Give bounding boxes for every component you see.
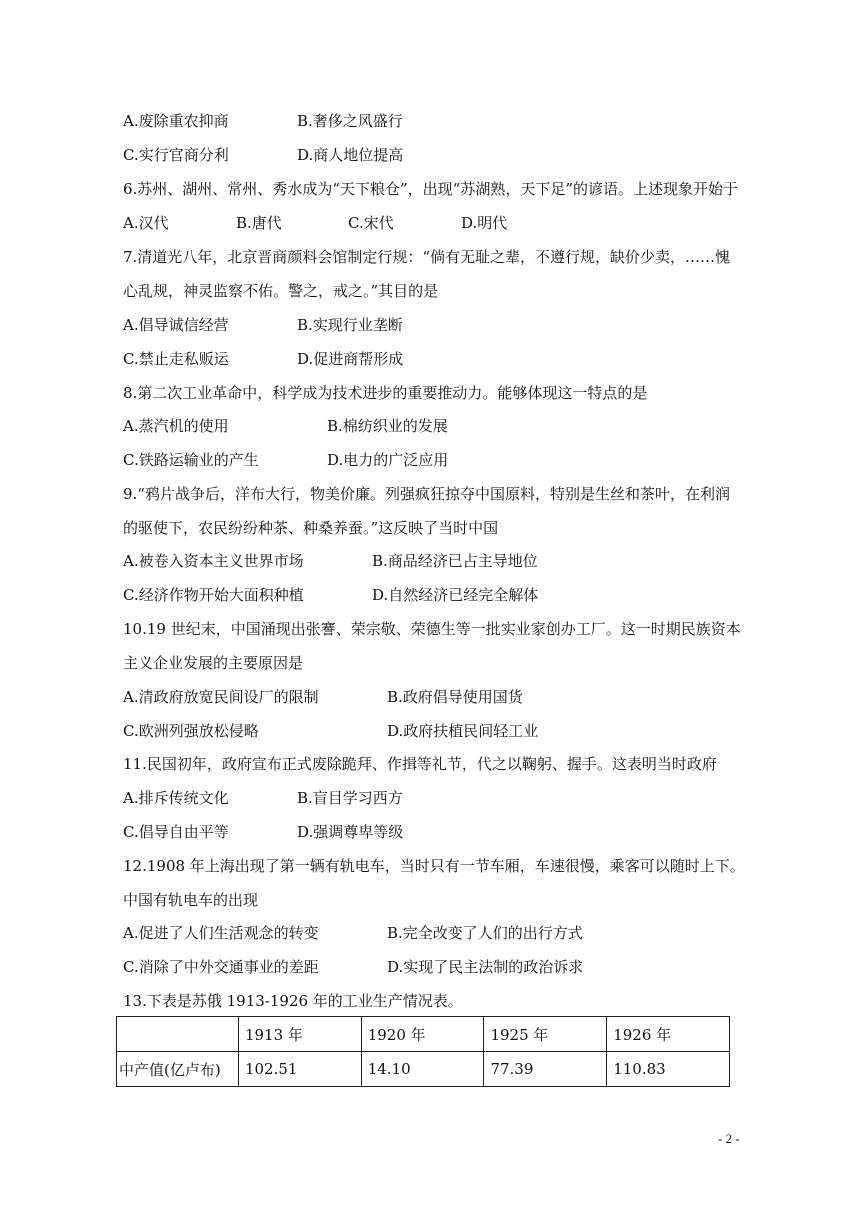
q7-option-b: B.实现行业垄断 [297, 316, 403, 334]
q9-option-d: D.自然经济已经完全解体 [372, 586, 539, 604]
q6-option-b: B.唐代 [236, 214, 282, 232]
page-number: - 2 - [718, 1131, 740, 1146]
production-table [116, 1016, 730, 1087]
q8-option-c: C.铁路运输业的产生 [123, 451, 259, 469]
q9-option-a: A.被卷入资本主义世界市场 [123, 552, 304, 570]
q8-stem: 8.第二次工业革命中，科学成为技术进步的重要推动力。能够体现这一特点的是 [123, 384, 648, 402]
table-header-cell: 1920 年 [361, 1017, 484, 1052]
q12-option-a: A.促进了人们生活观念的转变 [123, 924, 319, 942]
q10-stem-line1: 10.19 世纪末，中国涌现出张謇、荣宗敬、荣德生等一批实业家创办工厂。这一时期民族资本 [123, 620, 741, 638]
q7-stem-line1: 7.清道光八年，北京晋商颜料会馆制定行规：“倘有无耻之辈，不遵行规，缺价少卖，……愧 [123, 248, 730, 266]
q8-option-d: D.电力的广泛应用 [327, 451, 449, 469]
q12-stem-line1: 12.1908 年上海出现了第一辆有轨电车，当时只有一节车厢，车速很慢，乘客可以随时上下。 [123, 857, 745, 875]
q12-option-c: C.消除了中外交通事业的差距 [123, 958, 319, 976]
q5-option-c: C.实行官商分利 [123, 146, 229, 164]
table-row-label: 中产值(亿卢布) [117, 1052, 239, 1087]
q12-stem-line2: 中国有轨电车的出现 [123, 891, 259, 909]
q7-option-a: A.倡导诚信经营 [123, 316, 229, 334]
q11-stem: 11.民国初年，政府宣布正式废除跪拜、作揖等礼节，代之以鞠躬、握手。这表明当时政府 [123, 755, 717, 773]
table-header-cell: 1925 年 [484, 1017, 607, 1052]
q12-option-d: D.实现了民主法制的政治诉求 [387, 958, 584, 976]
q6-stem: 6.苏州、湖州、常州、秀水成为“天下粮仓”，出现“苏湖熟，天下足”的谚语。上述现象开始于 [123, 180, 738, 198]
q5-option-d: D.商人地位提高 [297, 146, 404, 164]
q10-option-d: D.政府扶植民间轻工业 [387, 722, 539, 740]
table-cell: 102.51 [238, 1052, 361, 1087]
table-header-row [117, 1017, 730, 1052]
q7-option-c: C.禁止走私贩运 [123, 350, 229, 368]
q6-option-c: C.宋代 [348, 214, 394, 232]
q10-stem-line2: 主义企业发展的主要原因是 [123, 654, 304, 672]
q10-option-c: C.欧洲列强放松侵略 [123, 722, 259, 740]
q9-option-c: C.经济作物开始大面积种植 [123, 586, 304, 604]
q8-option-a: A.蒸汽机的使用 [123, 417, 229, 435]
q5-option-a: A.废除重农抑商 [123, 112, 229, 130]
table-cell: 77.39 [484, 1052, 607, 1087]
q10-option-a: A.清政府放宽民间设厂的限制 [123, 688, 319, 706]
q5-option-b: B.奢侈之风盛行 [297, 112, 403, 130]
table-header-cell: 1913 年 [238, 1017, 361, 1052]
q9-stem-line1: 9.“鸦片战争后，洋布大行，物美价廉。列强疯狂掠夺中国原料，特别是生丝和茶叶，在利润 [123, 485, 730, 503]
table-row [117, 1052, 730, 1087]
table-cell: 110.83 [607, 1052, 730, 1087]
q12-option-b: B.完全改变了人们的出行方式 [387, 924, 583, 942]
q8-option-b: B.棉纺织业的发展 [327, 417, 448, 435]
q11-option-d: D.强调尊卑等级 [297, 823, 404, 841]
table-cell: 14.10 [361, 1052, 484, 1087]
q11-option-b: B.盲目学习西方 [297, 789, 403, 807]
q10-option-b: B.政府倡导使用国货 [387, 688, 523, 706]
q6-option-d: D.明代 [461, 214, 508, 232]
table-header-cell [117, 1017, 239, 1052]
q9-stem-line2: 的驱使下，农民纷纷种茶、种桑养蚕。”这反映了当时中国 [123, 519, 499, 537]
table-header-cell: 1926 年 [607, 1017, 730, 1052]
q13-stem: 13.下表是苏俄 1913-1926 年的工业生产情况表。 [123, 992, 463, 1010]
q6-option-a: A.汉代 [123, 214, 169, 232]
q11-option-a: A.排斥传统文化 [123, 789, 229, 807]
q9-option-b: B.商品经济已占主导地位 [372, 552, 538, 570]
q7-option-d: D.促进商帮形成 [297, 350, 404, 368]
q7-stem-line2: 心乱规，神灵监察不佑。警之，戒之。”其目的是 [123, 282, 439, 300]
q11-option-c: C.倡导自由平等 [123, 823, 229, 841]
